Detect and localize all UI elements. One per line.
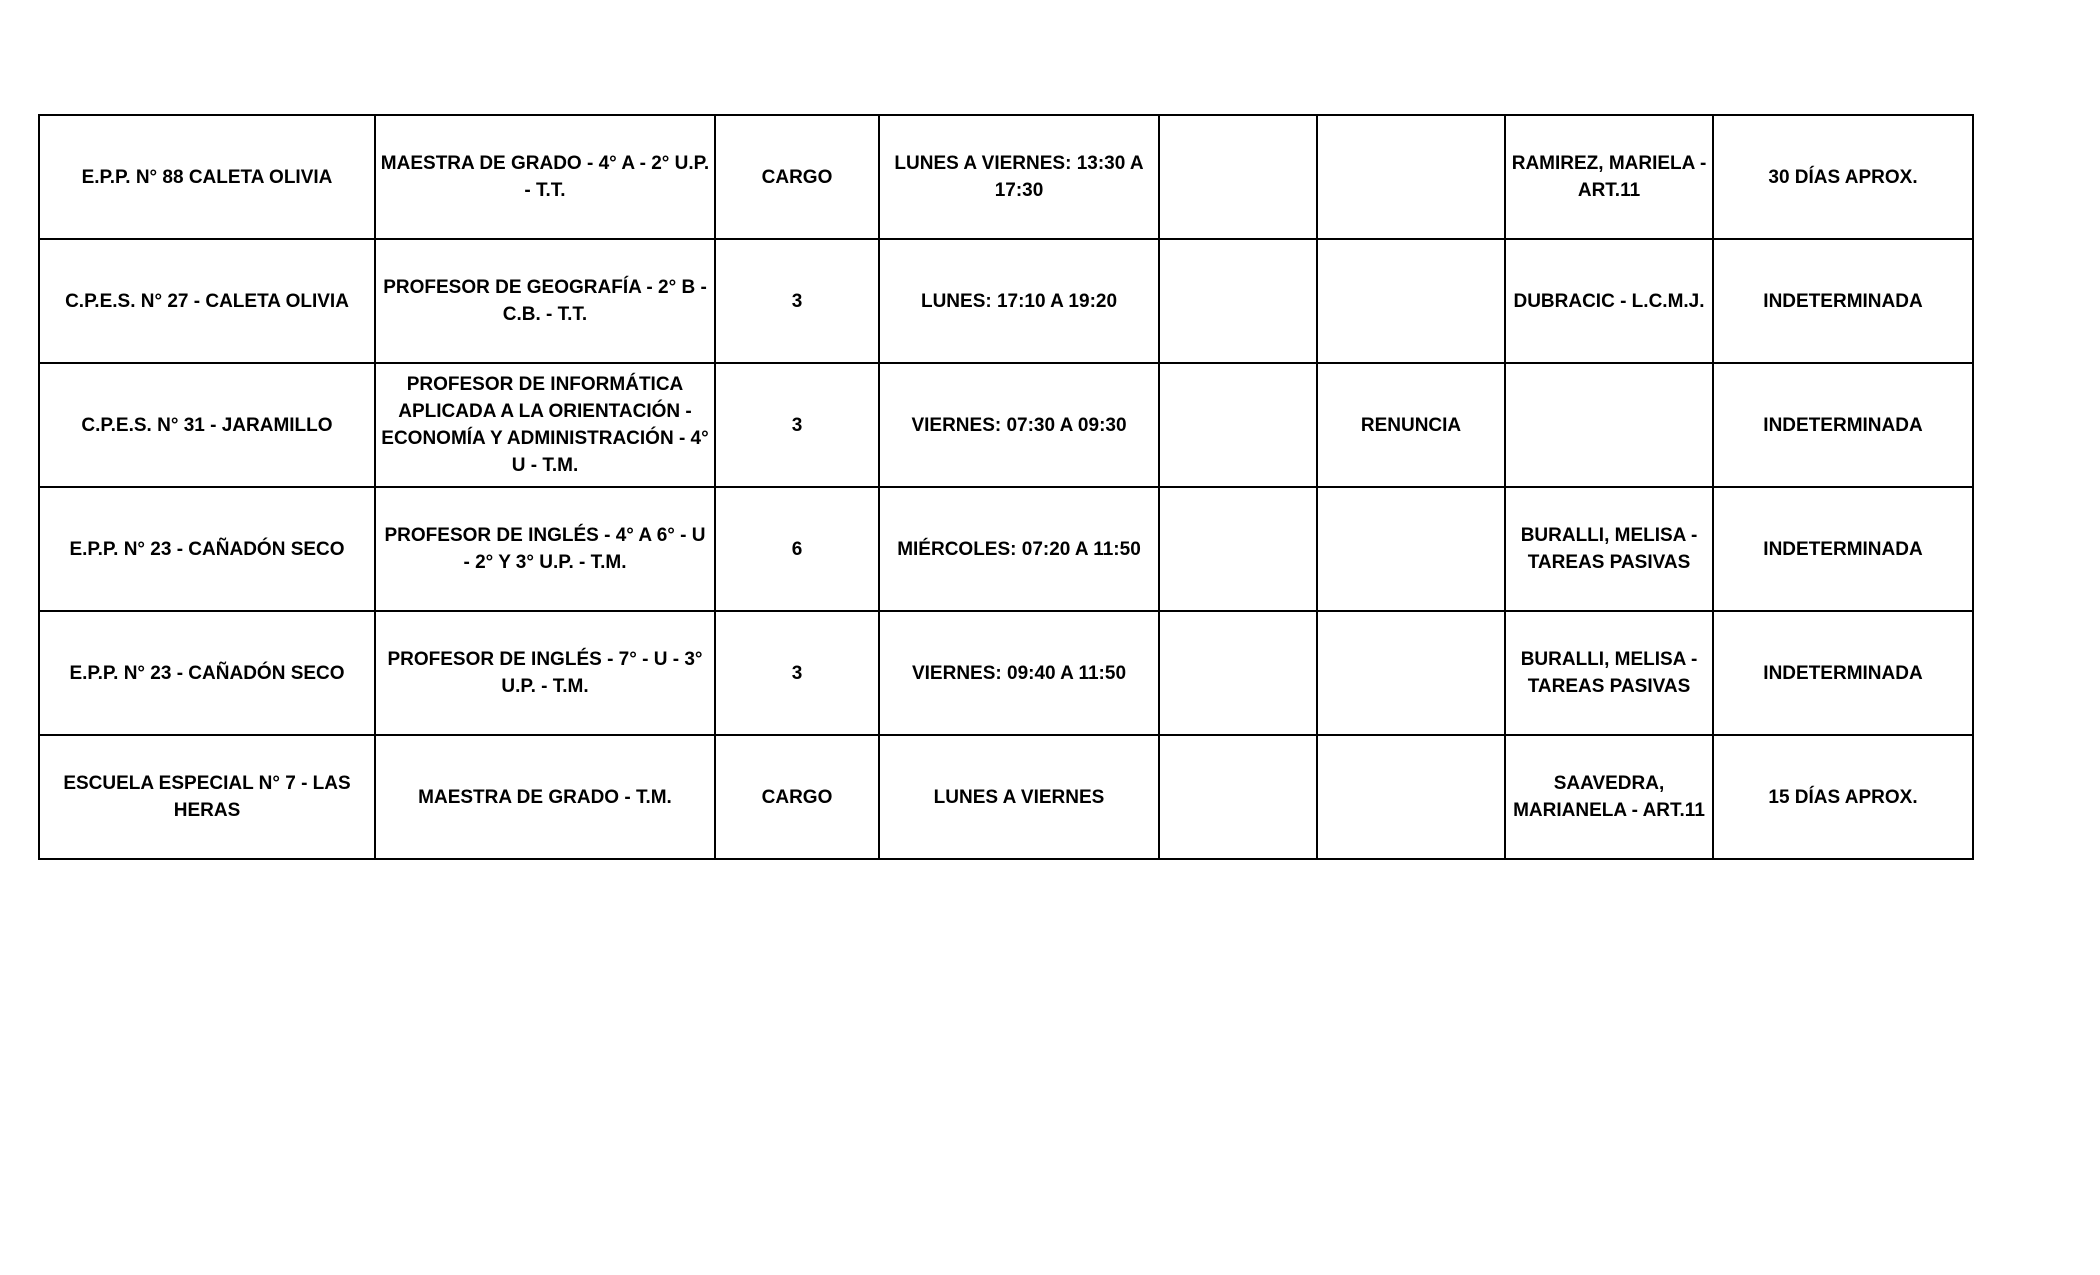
duration-cell: INDETERMINADA xyxy=(1713,487,1973,611)
schedule-cell: LUNES: 17:10 A 19:20 xyxy=(879,239,1159,363)
holder-cell: RAMIREZ, MARIELA - ART.11 xyxy=(1505,115,1713,239)
table-row xyxy=(39,611,1973,735)
reason-cell xyxy=(1317,115,1505,239)
empty-cell xyxy=(1159,735,1317,859)
reason-cell xyxy=(1317,611,1505,735)
position-cell: PROFESOR DE INGLÉS - 4° A 6° - U - 2° Y 3° U.P. - T.M. xyxy=(375,487,715,611)
school-cell: ESCUELA ESPECIAL N° 7 - LAS HERAS xyxy=(39,735,375,859)
empty-cell xyxy=(1159,487,1317,611)
holder-cell: BURALLI, MELISA - TAREAS PASIVAS xyxy=(1505,487,1713,611)
schedule-cell: MIÉRCOLES: 07:20 A 11:50 xyxy=(879,487,1159,611)
empty-cell xyxy=(1159,239,1317,363)
empty-cell xyxy=(1159,363,1317,487)
position-cell: MAESTRA DE GRADO - 4° A - 2° U.P. - T.T. xyxy=(375,115,715,239)
school-cell: E.P.P. N° 88 CALETA OLIVIA xyxy=(39,115,375,239)
position-cell: PROFESOR DE INGLÉS - 7° - U - 3° U.P. - T.M. xyxy=(375,611,715,735)
position-cell: MAESTRA DE GRADO - T.M. xyxy=(375,735,715,859)
duration-cell: INDETERMINADA xyxy=(1713,363,1973,487)
duration-cell: INDETERMINADA xyxy=(1713,239,1973,363)
schedule-cell: VIERNES: 07:30 A 09:30 xyxy=(879,363,1159,487)
table-row xyxy=(39,115,1973,239)
empty-cell xyxy=(1159,115,1317,239)
hours-cell: 3 xyxy=(715,239,879,363)
holder-cell xyxy=(1505,363,1713,487)
hours-cell: CARGO xyxy=(715,115,879,239)
school-cell: C.P.E.S. N° 27 - CALETA OLIVIA xyxy=(39,239,375,363)
duration-cell: 15 DÍAS APROX. xyxy=(1713,735,1973,859)
duration-cell: INDETERMINADA xyxy=(1713,611,1973,735)
empty-cell xyxy=(1159,611,1317,735)
holder-cell: SAAVEDRA, MARIANELA - ART.11 xyxy=(1505,735,1713,859)
duration-cell: 30 DÍAS APROX. xyxy=(1713,115,1973,239)
school-cell: C.P.E.S. N° 31 - JARAMILLO xyxy=(39,363,375,487)
hours-cell: 6 xyxy=(715,487,879,611)
holder-cell: DUBRACIC - L.C.M.J. xyxy=(1505,239,1713,363)
schedule-cell: LUNES A VIERNES xyxy=(879,735,1159,859)
schedule-cell: LUNES A VIERNES: 13:30 A 17:30 xyxy=(879,115,1159,239)
reason-cell: RENUNCIA xyxy=(1317,363,1505,487)
vacancy-table xyxy=(38,114,1974,860)
hours-cell: 3 xyxy=(715,363,879,487)
position-cell: PROFESOR DE INFORMÁTICA APLICADA A LA ORIENTACIÓN - ECONOMÍA Y ADMINISTRACIÓN - 4° U - T.M. xyxy=(375,363,715,487)
table-row xyxy=(39,239,1973,363)
table-row xyxy=(39,735,1973,859)
school-cell: E.P.P. N° 23 - CAÑADÓN SECO xyxy=(39,487,375,611)
hours-cell: CARGO xyxy=(715,735,879,859)
reason-cell xyxy=(1317,735,1505,859)
reason-cell xyxy=(1317,239,1505,363)
table-row xyxy=(39,363,1973,487)
table-row xyxy=(39,487,1973,611)
schedule-cell: VIERNES: 09:40 A 11:50 xyxy=(879,611,1159,735)
holder-cell: BURALLI, MELISA - TAREAS PASIVAS xyxy=(1505,611,1713,735)
school-cell: E.P.P. N° 23 - CAÑADÓN SECO xyxy=(39,611,375,735)
reason-cell xyxy=(1317,487,1505,611)
hours-cell: 3 xyxy=(715,611,879,735)
position-cell: PROFESOR DE GEOGRAFÍA - 2° B - C.B. - T.T. xyxy=(375,239,715,363)
